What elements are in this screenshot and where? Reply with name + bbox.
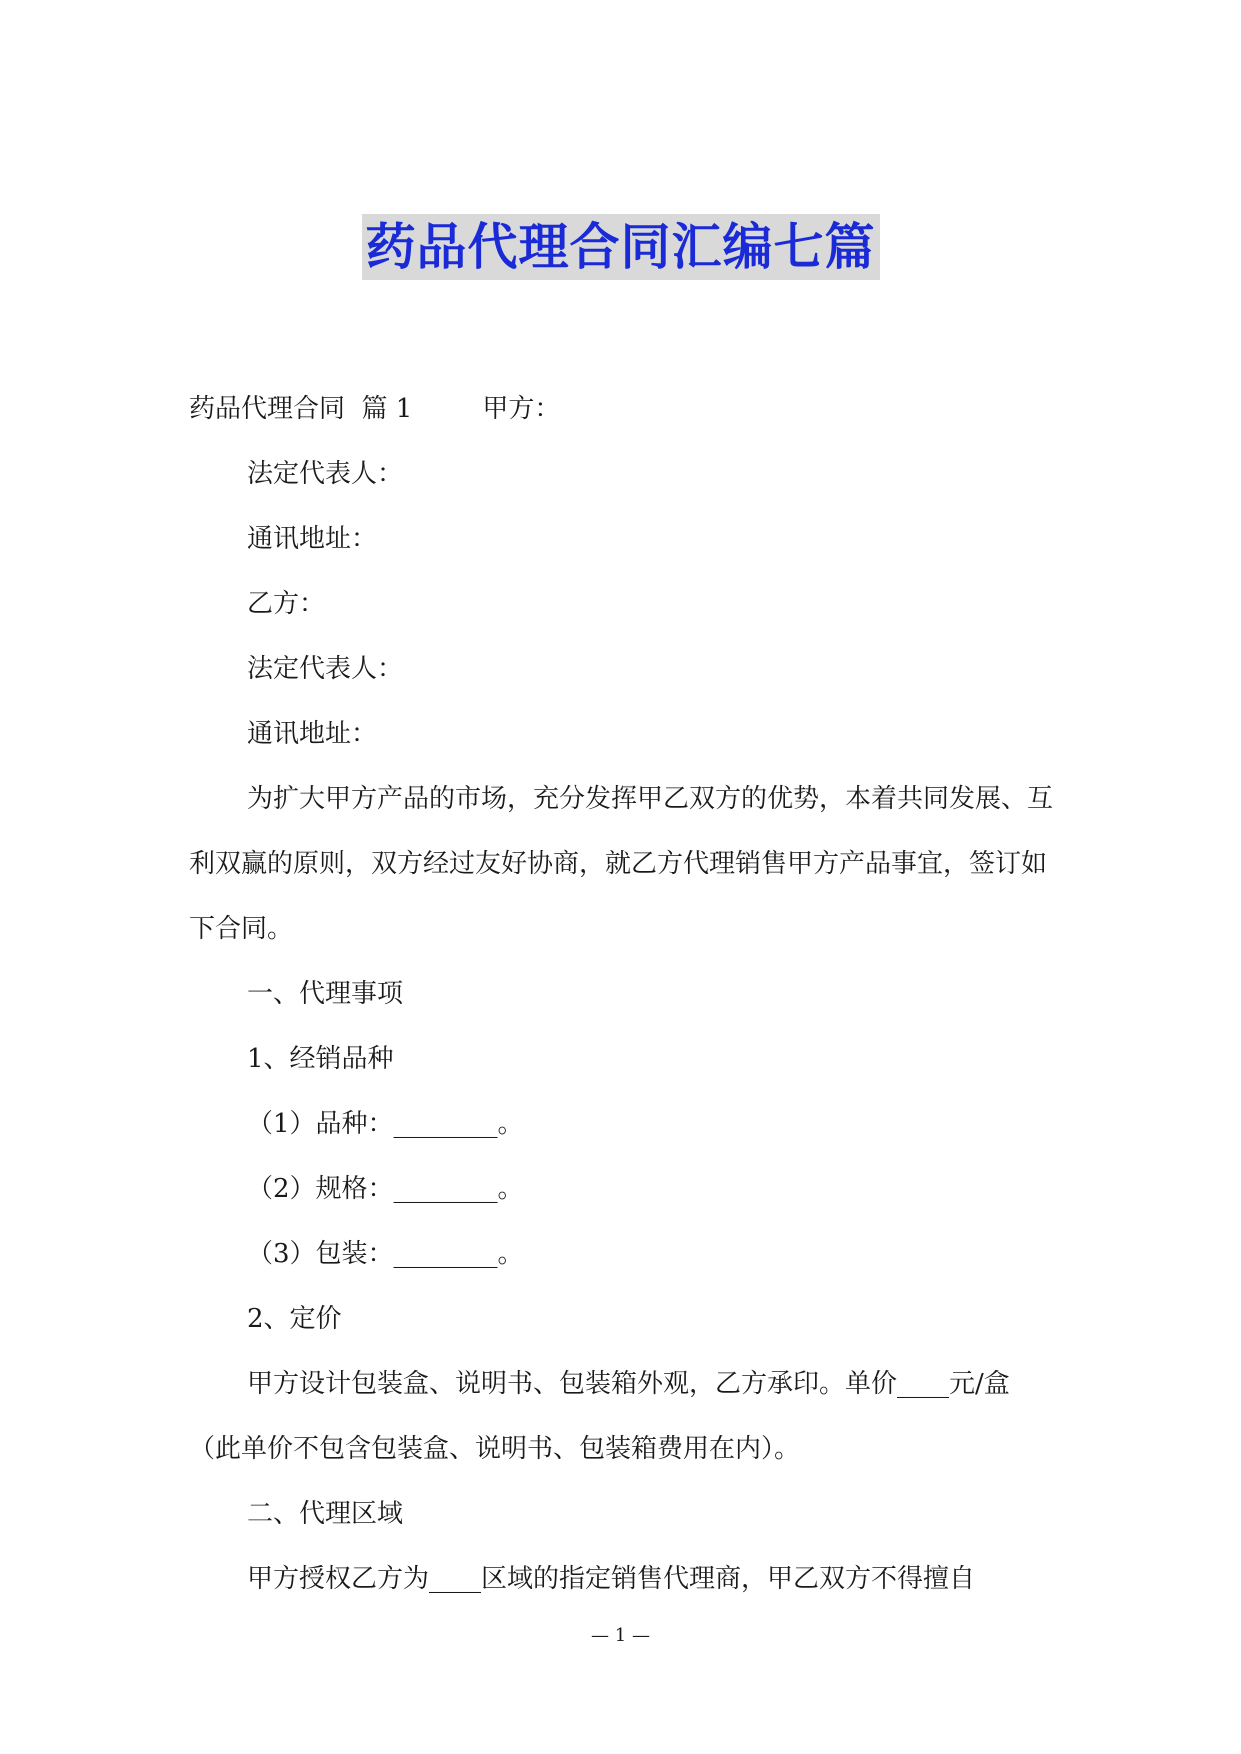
party-a-label: 甲方： (482, 394, 561, 424)
document-body (189, 377, 1059, 1612)
party-b-label: 乙方： (247, 589, 326, 619)
title-container (0, 214, 1241, 280)
subsection-1-heading: 1、经销品种 (247, 1044, 394, 1074)
item-variety: （1）品种：________。 (247, 1109, 524, 1139)
page-number: — 1 — (591, 1625, 650, 1646)
section-2-heading: 二、代理区域 (247, 1499, 404, 1529)
legal-rep-a: 法定代表人： (247, 459, 404, 489)
region-paragraph: 甲方授权乙方为____区域的指定销售代理商，甲乙双方不得擅自 (247, 1564, 976, 1594)
heading-label: 药品代理合同 篇 1 (189, 394, 413, 424)
preamble-paragraph: 为扩大甲方产品的市场，充分发挥甲乙双方的优势，本着共同发展、互利双赢的原则，双方经过友好协商，就乙方代理销售甲方产品事宜，签订如下合同。 (189, 784, 1054, 944)
section-1-heading: 一、代理事项 (247, 979, 404, 1009)
subsection-2-heading: 2、定价 (247, 1304, 342, 1334)
pricing-paragraph: 甲方设计包装盒、说明书、包装箱外观，乙方承印。单价____元/盒（此单价不包含包装盒、说明书、包装箱费用在内）。 (189, 1369, 1010, 1464)
address-a: 通讯地址： (247, 524, 378, 554)
item-packaging: （3）包装：________。 (247, 1239, 524, 1269)
heading-line (189, 377, 1059, 442)
document-title: 药品代理合同汇编七篇 (362, 214, 880, 280)
address-b: 通讯地址： (247, 719, 378, 749)
item-specification: （2）规格：________。 (247, 1174, 524, 1204)
legal-rep-b: 法定代表人： (247, 654, 404, 684)
